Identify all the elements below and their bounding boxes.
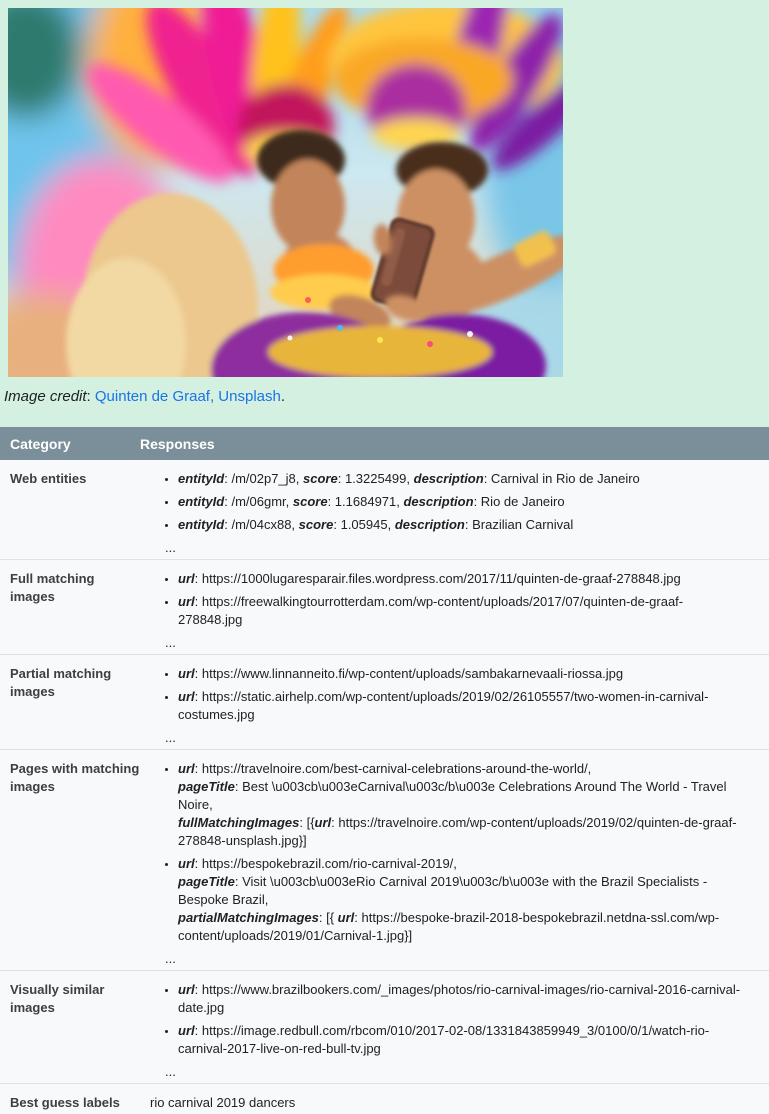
row-responses: [150, 470, 751, 557]
row-responses: [150, 981, 751, 1081]
response-key: partialMatchingImages: [178, 910, 319, 925]
table-row: [0, 749, 769, 970]
response-item: • url: https://static.airhelp.com/wp-content/uploads/2019/02/26105557/two-women-in-carnival-costumes.jpg: [178, 688, 745, 724]
row-category-label: Best guess labels: [10, 1095, 120, 1110]
table-body: [0, 460, 769, 1114]
response-item: • url: https://image.redbull.com/rbcom/010/2017-02-08/1331843859949_3/0100/0/1/watch-rio-carnival-2017-live-on-red-bull-tv.jpg: [178, 1022, 745, 1058]
response-key: pageTitle: [178, 779, 235, 794]
response-ellipsis: ...: [165, 635, 176, 650]
response-key: url: [337, 910, 355, 925]
response-ellipsis: ...: [165, 1064, 176, 1079]
response-key: url: [178, 1023, 195, 1038]
image-credit-suffix: .: [280, 388, 286, 405]
row-response-text: rio carnival 2019 dancers: [150, 1095, 296, 1110]
response-item: • url: https://www.linnanneito.fi/wp-content/uploads/sambakarnevaali-riossa.jpg: [178, 665, 745, 683]
response-key: url: [178, 666, 195, 681]
table-row: [0, 559, 769, 654]
response-key: url: [314, 815, 332, 830]
response-key: score: [292, 494, 328, 509]
response-item: • url: https://1000lugaresparair.files.wordpress.com/2017/11/quinten-de-graaf-278848.jpg: [178, 570, 745, 588]
response-key: entityId: [178, 471, 225, 486]
response-key: url: [178, 689, 195, 704]
response-ellipsis: ...: [165, 540, 176, 555]
response-key: score: [298, 517, 334, 532]
row-responses: [150, 570, 751, 652]
response-item: • url: https://bespokebrazil.com/rio-carnival-2019/, pageTitle: Visit \u003cb\u003eRio Carnival 2019\u003c/b\u003e with the Brazil Specialists - Bespoke Brazil, partialMatchingImages: [{ url: https://bespoke-brazil-2018-bespokebrazil.netdna-ssl.com/wp-content/uploads/2019/01/Carnival-1.jpg}]: [178, 855, 745, 945]
response-key: url: [178, 571, 195, 586]
response-key: url: [178, 594, 195, 609]
response-key: url: [178, 761, 195, 776]
row-category-label: Full matching images: [10, 571, 95, 604]
carnival-photo-illustration: [8, 8, 563, 377]
hero-section: [0, 0, 769, 427]
image-credit-label: Image credit: [4, 388, 87, 405]
response-list: [150, 570, 745, 629]
table-row: [0, 970, 769, 1083]
response-item: • entityId: /m/04cx88, score: 1.05945, description: Brazilian Carnival: [178, 516, 745, 534]
row-category-label: Web entities: [10, 471, 87, 486]
response-item: • entityId: /m/06gmr, score: 1.1684971, description: Rio de Janeiro: [178, 493, 745, 511]
row-responses: [150, 665, 751, 747]
response-key: score: [303, 471, 338, 486]
table-row: [0, 654, 769, 749]
web-detection-results-table: [0, 427, 769, 1114]
response-list: [150, 981, 745, 1058]
row-responses: [150, 760, 751, 968]
row-category-label: Visually similar images: [10, 982, 105, 1015]
response-list: [150, 665, 745, 724]
column-header-category: Category: [10, 435, 71, 452]
response-key: url: [178, 856, 195, 871]
response-key: url: [178, 982, 195, 997]
response-ellipsis: ...: [165, 951, 176, 966]
row-responses: [150, 1094, 751, 1112]
image-credit-separator: :: [86, 388, 95, 405]
column-header-responses: Responses: [140, 435, 215, 452]
response-item: • url: https://www.brazilbookers.com/_images/photos/rio-carnival-images/rio-carnival-2016-carnival-date.jpg: [178, 981, 745, 1017]
row-category-label: Partial matching images: [10, 666, 112, 699]
response-key: entityId: [178, 494, 225, 509]
table-row: [0, 1083, 769, 1114]
response-key: description: [394, 517, 465, 532]
response-ellipsis: ...: [165, 730, 176, 745]
response-item: • entityId: /m/02p7_j8, score: 1.3225499, description: Carnival in Rio de Janeiro: [178, 470, 745, 488]
response-list: [150, 470, 745, 534]
response-item: • url: https://travelnoire.com/best-carnival-celebrations-around-the-world/, pageTitle: Best \u003cb\u003eCarnival\u003c/b\u003e Celebrations Around The World - Travel Noire, fullMatchingImages: [{url: https://travelnoire.com/wp-content/uploads/2019/02/quinten-de-graaf-278848-unsplash.jpg}]: [178, 760, 745, 850]
carnival-photo: [8, 8, 563, 377]
response-key: description: [413, 471, 484, 486]
response-key: entityId: [178, 517, 225, 532]
table-header: [0, 427, 769, 460]
response-key: fullMatchingImages: [178, 815, 300, 830]
response-item: • url: https://freewalkingtourrotterdam.com/wp-content/uploads/2017/07/quinten-de-graaf-278848.jpg: [178, 593, 745, 629]
response-key: description: [403, 494, 474, 509]
row-category-label: Pages with matching images: [10, 761, 140, 794]
image-credit-link[interactable]: Quinten de Graaf, Unsplash: [94, 388, 281, 405]
image-credit: [4, 387, 769, 406]
response-list: [150, 760, 745, 945]
table-row: [0, 460, 769, 559]
response-key: pageTitle: [178, 874, 235, 889]
